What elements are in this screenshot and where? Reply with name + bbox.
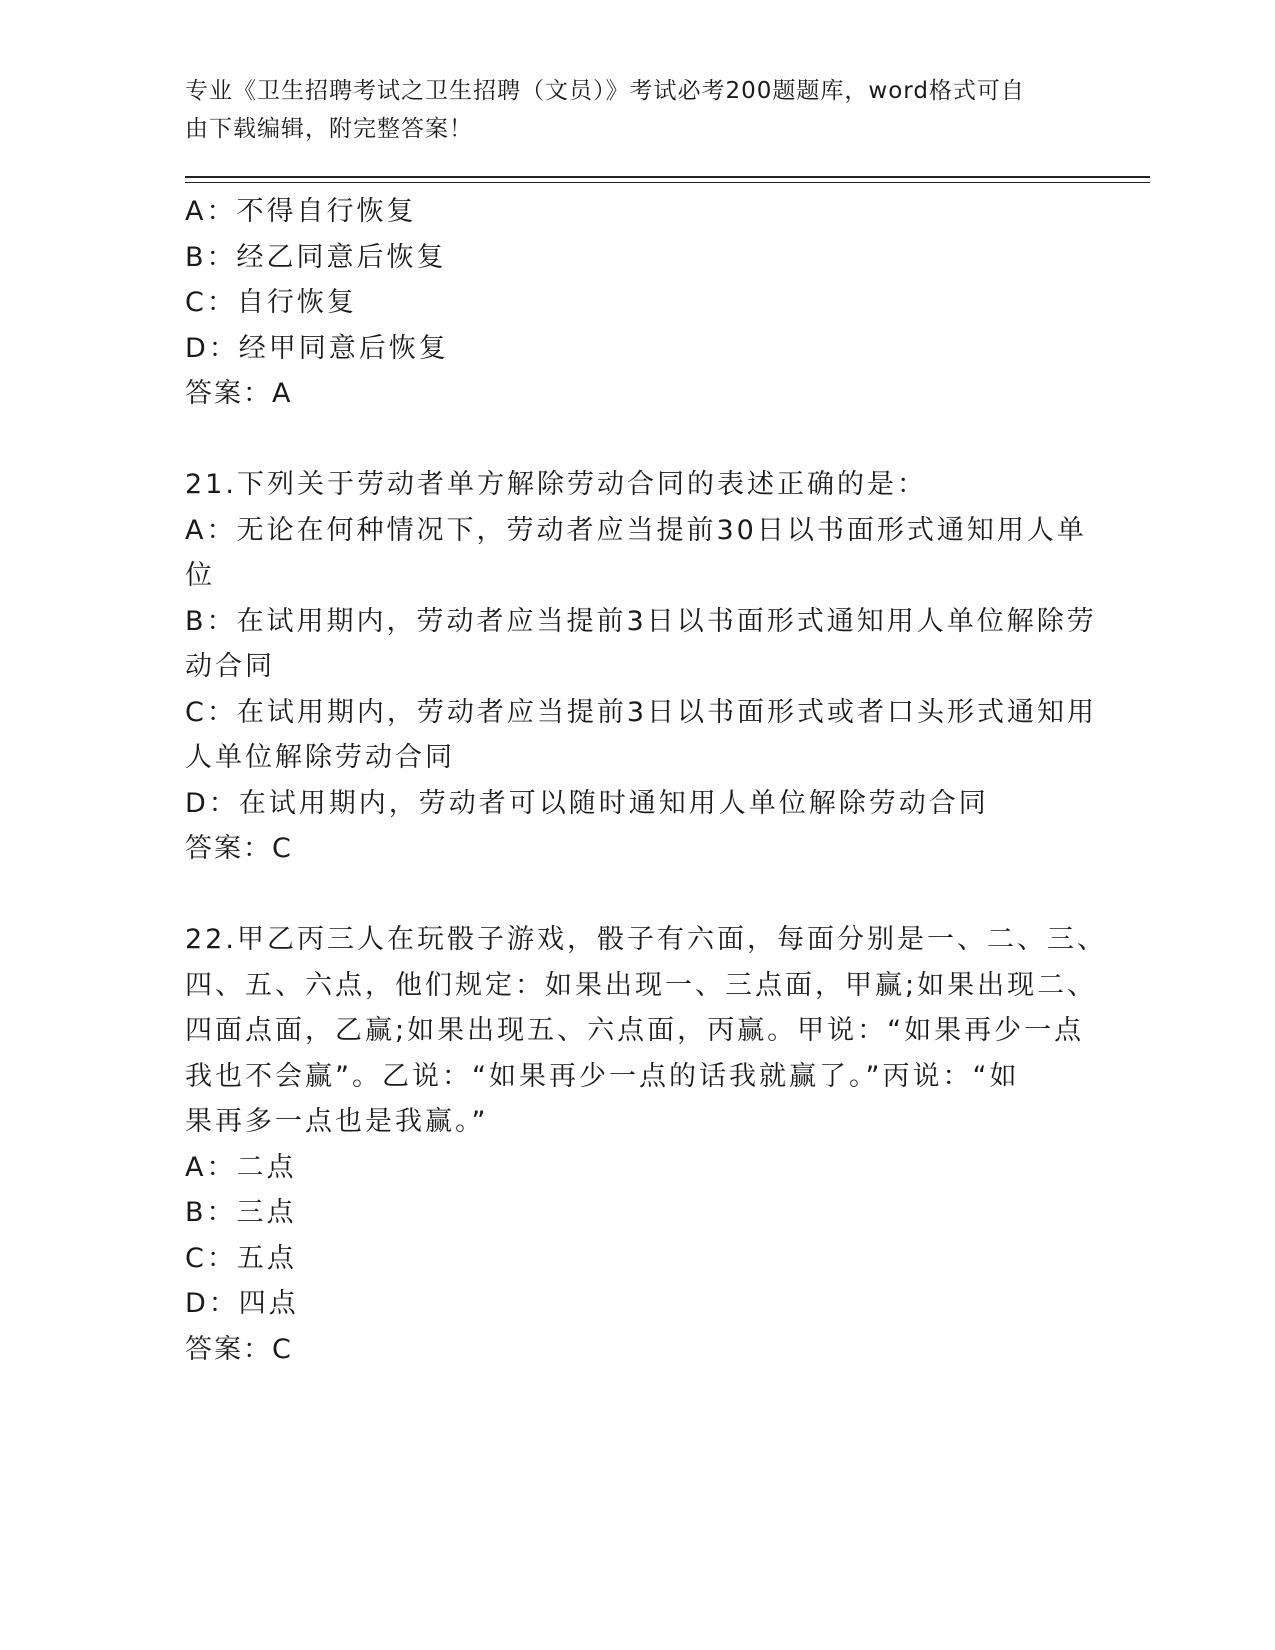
question-stem-line: 果再多一点也是我赢。” (185, 1106, 489, 1137)
option-b: B：在试用期内，劳动者应当提前3日以书面形式通知用人单位解除劳 (185, 605, 1097, 637)
question-stem-line: 我也不会赢”。乙说：“如果再少一点的话我就赢了。”丙说：“如 (185, 1060, 1020, 1092)
document-body (185, 189, 1107, 1372)
question-stem-line: 四面点面，乙赢;如果出现五、六点面，丙赢。甲说：“如果再少一点 (185, 1015, 1085, 1046)
question-21 (185, 462, 1098, 872)
option-a-continued: 位 (185, 560, 215, 591)
option-d: D：四点 (185, 1288, 299, 1319)
option-a: A：二点 (185, 1151, 297, 1183)
question-20-tail (185, 189, 1085, 417)
question-stem: 22.甲乙丙三人在玩骰子游戏，骰子有六面，每面分别是一、二、三、 (185, 924, 1107, 955)
option-b-continued: 动合同 (185, 651, 275, 682)
option-d: D：在试用期内，劳动者可以随时通知用人单位解除劳动合同 (185, 787, 989, 819)
option-d: D：经甲同意后恢复 (185, 332, 449, 364)
question-stem: 21.下列关于劳动者单方解除劳动合同的表述正确的是： (185, 469, 927, 500)
header-divider (185, 176, 1150, 178)
answer: 答案：C (185, 833, 293, 864)
option-c: C：五点 (185, 1242, 297, 1274)
option-a: A：无论在何种情况下，劳动者应当提前30日以书面形式通知用人单 (185, 514, 1087, 546)
answer: 答案：C (185, 1333, 293, 1365)
question-22 (185, 917, 1107, 1372)
answer: 答案：A (185, 378, 293, 409)
spacer (185, 872, 1085, 918)
header-line: 专业《卫生招聘考试之卫生招聘（文员）》考试必考200题题库，word格式可自 (185, 78, 1025, 104)
question-stem-line: 四、五、六点，他们规定：如果出现一、三点面，甲赢;如果出现二、 (185, 969, 1098, 1001)
option-a: A：不得自行恢复 (185, 196, 417, 227)
option-c: C：自行恢复 (185, 287, 357, 318)
option-b: B：经乙同意后恢复 (185, 241, 447, 273)
header-line: 由下载编辑，附完整答案！ (185, 116, 473, 142)
option-c-continued: 人单位解除劳动合同 (185, 742, 455, 773)
spacer (185, 417, 1085, 463)
option-c: C：在试用期内，劳动者应当提前3日以书面形式或者口头形式通知用 (185, 696, 1098, 728)
option-b: B：三点 (185, 1197, 297, 1228)
header-divider-thin (185, 182, 1150, 183)
document-header (185, 72, 1085, 148)
